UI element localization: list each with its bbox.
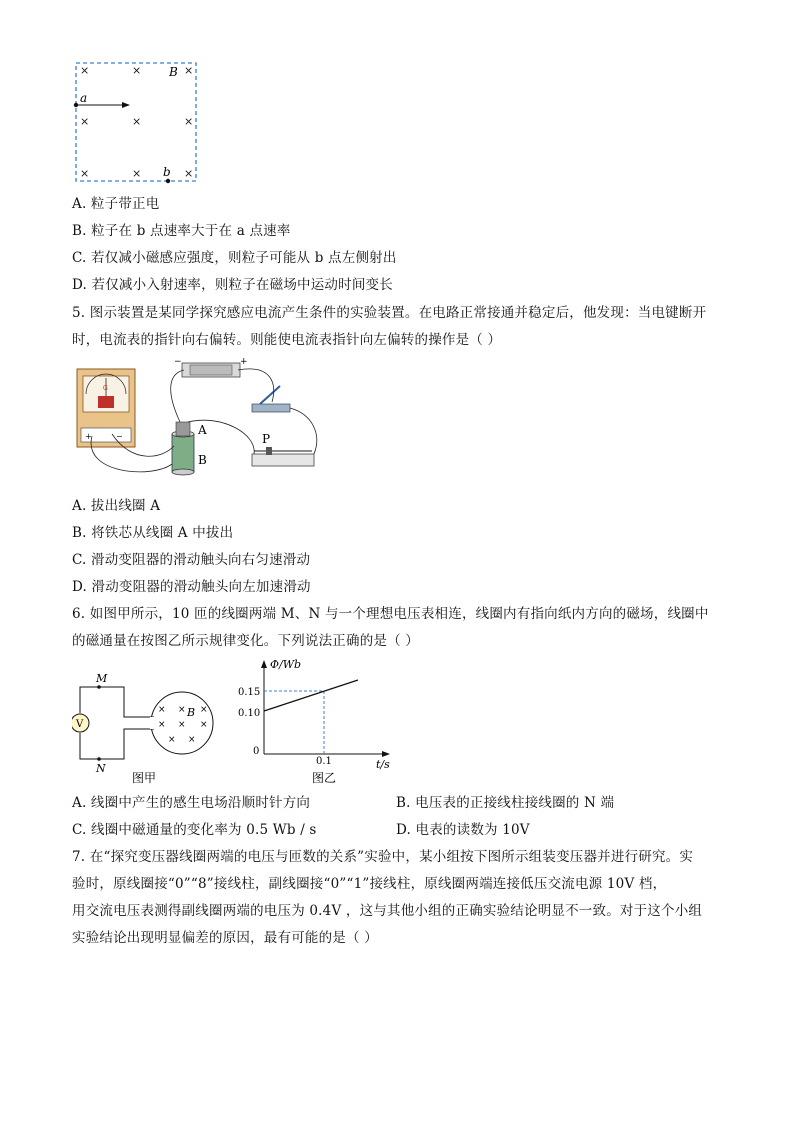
field-cross: × [132,64,142,77]
svg-text:×: × [178,705,186,715]
meter-minus: − [116,432,123,441]
y-axis-label: Φ/Wb [270,658,302,671]
svg-text:×: × [168,735,176,745]
field-cross: × [184,167,194,180]
q4-option-c[interactable]: C. 若仅减小磁感应强度，则粒子可能从 b 点左侧射出 [72,250,397,266]
label-a: a [80,91,88,105]
voltmeter-V: V [76,719,84,730]
field-cross: × [132,115,142,128]
q7-stem-line-4: 实验结论出现明显偏差的原因，最有可能的是（ ） [72,930,378,946]
q6-figure-jia [72,668,232,788]
label-B-field: B [187,706,196,719]
caption-jia: 图甲 [132,771,157,785]
terminal-M: M [96,672,108,685]
q5-option-d[interactable]: D. 滑动变阻器的滑动触头向左加速滑动 [72,579,311,595]
q6-option-d[interactable]: D. 电表的读数为 10V [396,822,530,838]
q5-option-c[interactable]: C. 滑动变阻器的滑动触头向右匀速滑动 [72,552,311,568]
q4-magnetic-field-figure [68,58,208,188]
terminal-N: N [96,762,106,775]
svg-text:×: × [158,720,166,730]
svg-text:×: × [158,705,166,715]
q4-option-a[interactable]: A. 粒子带正电 [72,196,160,212]
x-tick-01: 0.1 [316,756,332,767]
q6-stem-line-2: 的磁通量在按图乙所示规律变化。下列说法正确的是（ ） [72,633,419,649]
q6-stem-line-1: 6. 如图甲所示，10 匝的线圈两端 M、N 与一个理想电压表相连，线圈内有指向纸内方向的磁场，线圈中 [72,606,709,622]
flux-line [264,680,358,711]
field-cross: × [184,64,194,77]
q4-option-d[interactable]: D. 若仅减小入射速率，则粒子在磁场中运动时间变长 [72,277,393,293]
meter-plus: + [85,432,92,441]
q7-stem-line-3: 用交流电压表测得副线圈两端的电压为 0.4V ，这与其他小组的正确实验结论明显不一致。对于这个小组 [72,903,703,919]
q6-option-a[interactable]: A. 线圈中产生的感生电场沿顺时针方向 [72,795,311,811]
q5-induction-apparatus-figure [72,354,332,484]
y-tick-015: 0.15 [238,687,261,698]
y-tick-010: 0.10 [238,708,261,719]
caption-yi: 图乙 [312,771,337,785]
field-cross: × [80,115,90,128]
field-cross: × [80,167,90,180]
field-cross: × [132,167,142,180]
q5-option-a[interactable]: A. 拔出线圈 A [72,498,161,514]
field-cross: × [80,64,90,77]
q6-figure-yi-flux-graph [228,656,398,788]
q5-stem-line-1: 5. 图示装置是某同学探究感应电流产生条件的实验装置。在电路正常接通并稳定后，他发现：当电键断开 [72,305,707,321]
label-B: B [169,65,178,79]
meter-G: G [103,385,108,392]
q7-stem-line-1: 7. 在“探究变压器线圈两端的电压与匝数的关系”实验中，某小组按下图所示组装变压器并进行研究。实 [72,849,694,865]
x-axis-label: t/s [376,758,390,771]
q6-option-b[interactable]: B. 电压表的正接线柱接线圈的 N 端 [396,795,615,811]
svg-text:×: × [188,735,196,745]
svg-text:×: × [178,720,186,730]
q6-option-c[interactable]: C. 线圈中磁通量的变化率为 0.5 Wb / s [72,822,317,838]
svg-text:×: × [200,720,208,730]
battery-plus: + [240,357,248,367]
q5-option-b[interactable]: B. 将铁芯从线圈 A 中拔出 [72,525,234,541]
q7-stem-line-2: 验时，原线圈接“0”“8”接线柱，副线圈接“0”“1”接线柱，原线圈两端连接低压交流电源 10V 档， [72,876,667,892]
label-b: b [163,165,171,179]
field-cross: × [184,115,194,128]
battery-minus: − [174,357,182,367]
q4-option-b[interactable]: B. 粒子在 b 点速率大于在 a 点速率 [72,223,291,239]
svg-text:×: × [200,705,208,715]
origin-label: 0 [253,746,260,757]
q5-stem-line-2: 时，电流表的指针向右偏转。则能使电流表指针向左偏转的操作是（ ） [72,332,502,348]
label-coil-A: A [198,423,207,437]
label-slider-P: P [262,432,271,446]
label-coil-B: B [198,453,207,467]
